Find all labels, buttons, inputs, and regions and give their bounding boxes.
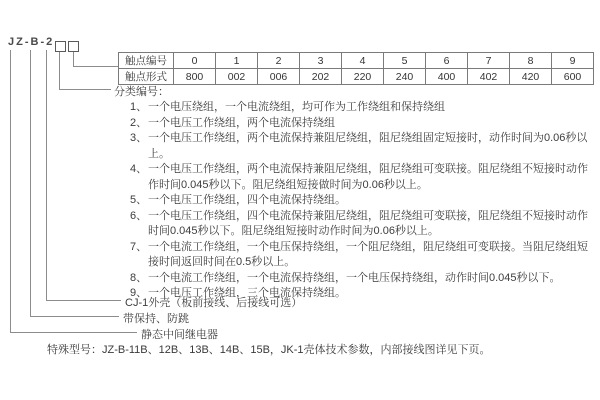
leader-line-hold-horizontal (30, 316, 119, 317)
classification-item-7 (130, 240, 593, 271)
leader-line-classification-vertical (59, 52, 60, 89)
classification-item-number: 9、 (130, 287, 148, 299)
contact-number-cell: 5 (384, 53, 426, 69)
contact-table-row-forms (119, 69, 594, 85)
classification-item-2 (130, 116, 593, 132)
classification-item-1 (130, 100, 593, 116)
contact-form-cell: 800 (174, 69, 216, 85)
contact-form-header: 触点形式 (119, 69, 174, 85)
model-digit-box-contact (68, 41, 79, 52)
contact-number-cell: 7 (468, 53, 510, 69)
classification-item-text: 一个电压工作绕组，两个电流保持兼阻尼绕组，阻尼绕组可变联接。阻尼绕组不短接时动作作时间0.045秒以下。阻尼绕组短接做时间为0.06秒以上。 (148, 163, 588, 191)
leader-line-classification-horizontal (59, 89, 111, 90)
contact-form-cell: 240 (384, 69, 426, 85)
classification-item-6 (130, 209, 593, 240)
classification-list (130, 100, 593, 302)
classification-item-text: 一个电压工作绕组，两个电流保持兼阻尼绕组，阻尼绕组固定短接时，动作时间为0.06秒以上。 (148, 132, 588, 160)
leader-line-contact-horizontal (73, 66, 118, 67)
classification-label: 分类编号： (114, 86, 169, 98)
leader-line-hold-vertical (30, 50, 31, 316)
contact-form-cell: 006 (258, 69, 300, 85)
model-code: JZ-B-2 (8, 36, 55, 48)
classification-item-number: 4、 (130, 163, 148, 175)
classification-item-text: 一个电流工作绕组，一个电压保持绕组，一个阻尼绕组，阻尼绕组可变联接。当阻尼绕组短接时间返回时间在0.5秒以上。 (148, 240, 588, 268)
contact-form-cell: 002 (216, 69, 258, 85)
classification-item-text: 一个电压工作绕组，两个电流保持绕组 (148, 116, 335, 129)
contact-form-cell: 400 (426, 69, 468, 85)
case-label: CJ-1外壳（板前接线、后接线可选） (125, 297, 303, 309)
leader-line-relay-horizontal (10, 332, 137, 333)
model-digit-box-classification (55, 41, 66, 52)
contact-number-cell: 3 (300, 53, 342, 69)
classification-item-number: 1、 (130, 101, 148, 113)
leader-line-case-horizontal (46, 300, 121, 301)
leader-line-relay-vertical (10, 50, 11, 332)
contact-number-cell: 0 (174, 53, 216, 69)
contact-table-row-numbers (119, 53, 594, 69)
contact-form-cell: 202 (300, 69, 342, 85)
classification-item-number: 7、 (130, 240, 148, 253)
classification-item-3 (130, 131, 593, 162)
contact-number-cell: 6 (426, 53, 468, 69)
contact-number-cell: 4 (342, 53, 384, 69)
classification-item-number: 6、 (130, 209, 148, 222)
contact-form-cell: 420 (510, 69, 552, 85)
classification-item-5 (130, 193, 593, 209)
contact-number-cell: 8 (510, 53, 552, 69)
contact-form-cell: 220 (342, 69, 384, 85)
leader-line-case-vertical (46, 50, 47, 300)
classification-item-8 (130, 271, 593, 287)
contact-table (118, 52, 594, 85)
classification-item-number: 8、 (130, 271, 148, 284)
hold-antipump-label: 带保持、防跳 (123, 313, 189, 325)
contact-form-cell: 600 (552, 69, 594, 85)
classification-item-text: 一个电压绕组，一个电流绕组，均可作为工作绕组和保持绕组 (148, 101, 445, 113)
contact-number-cell: 9 (552, 53, 594, 69)
classification-item-text: 一个电压工作绕组，四个电流保持绕组。 (148, 194, 346, 206)
classification-item-text: 一个电压工作绕组，四个电流保持兼阻尼绕组，阻尼绕组可变联接，阻尼绕组不短接时动作时间0.045秒以下。阻尼绕组短接时动作时间为0.06秒以上。 (148, 209, 588, 237)
classification-item-number: 2、 (130, 116, 148, 129)
classification-item-number: 5、 (130, 194, 148, 206)
classification-item-text: 一个电流工作绕组，一个电流保持绕组，一个电压保持绕组，动作时间0.045秒以下。 (148, 271, 561, 284)
contact-number-cell: 2 (258, 53, 300, 69)
contact-number-cell: 1 (216, 53, 258, 69)
classification-item-number: 3、 (130, 132, 148, 144)
special-models-note: 特殊型号：JZ-B-11B、12B、13B、14B、15B，JK-1壳体技术参数，内部接线图详见下页。 (47, 344, 491, 356)
leader-line-contact-vertical (73, 52, 74, 66)
contact-form-cell: 402 (468, 69, 510, 85)
contact-number-header: 触点编号 (119, 53, 174, 69)
static-relay-label: 静态中间继电器 (141, 329, 218, 341)
classification-item-text: 一个电压工作绕组，三个电流保持绕组。 (148, 287, 346, 299)
classification-item-4 (130, 162, 593, 193)
